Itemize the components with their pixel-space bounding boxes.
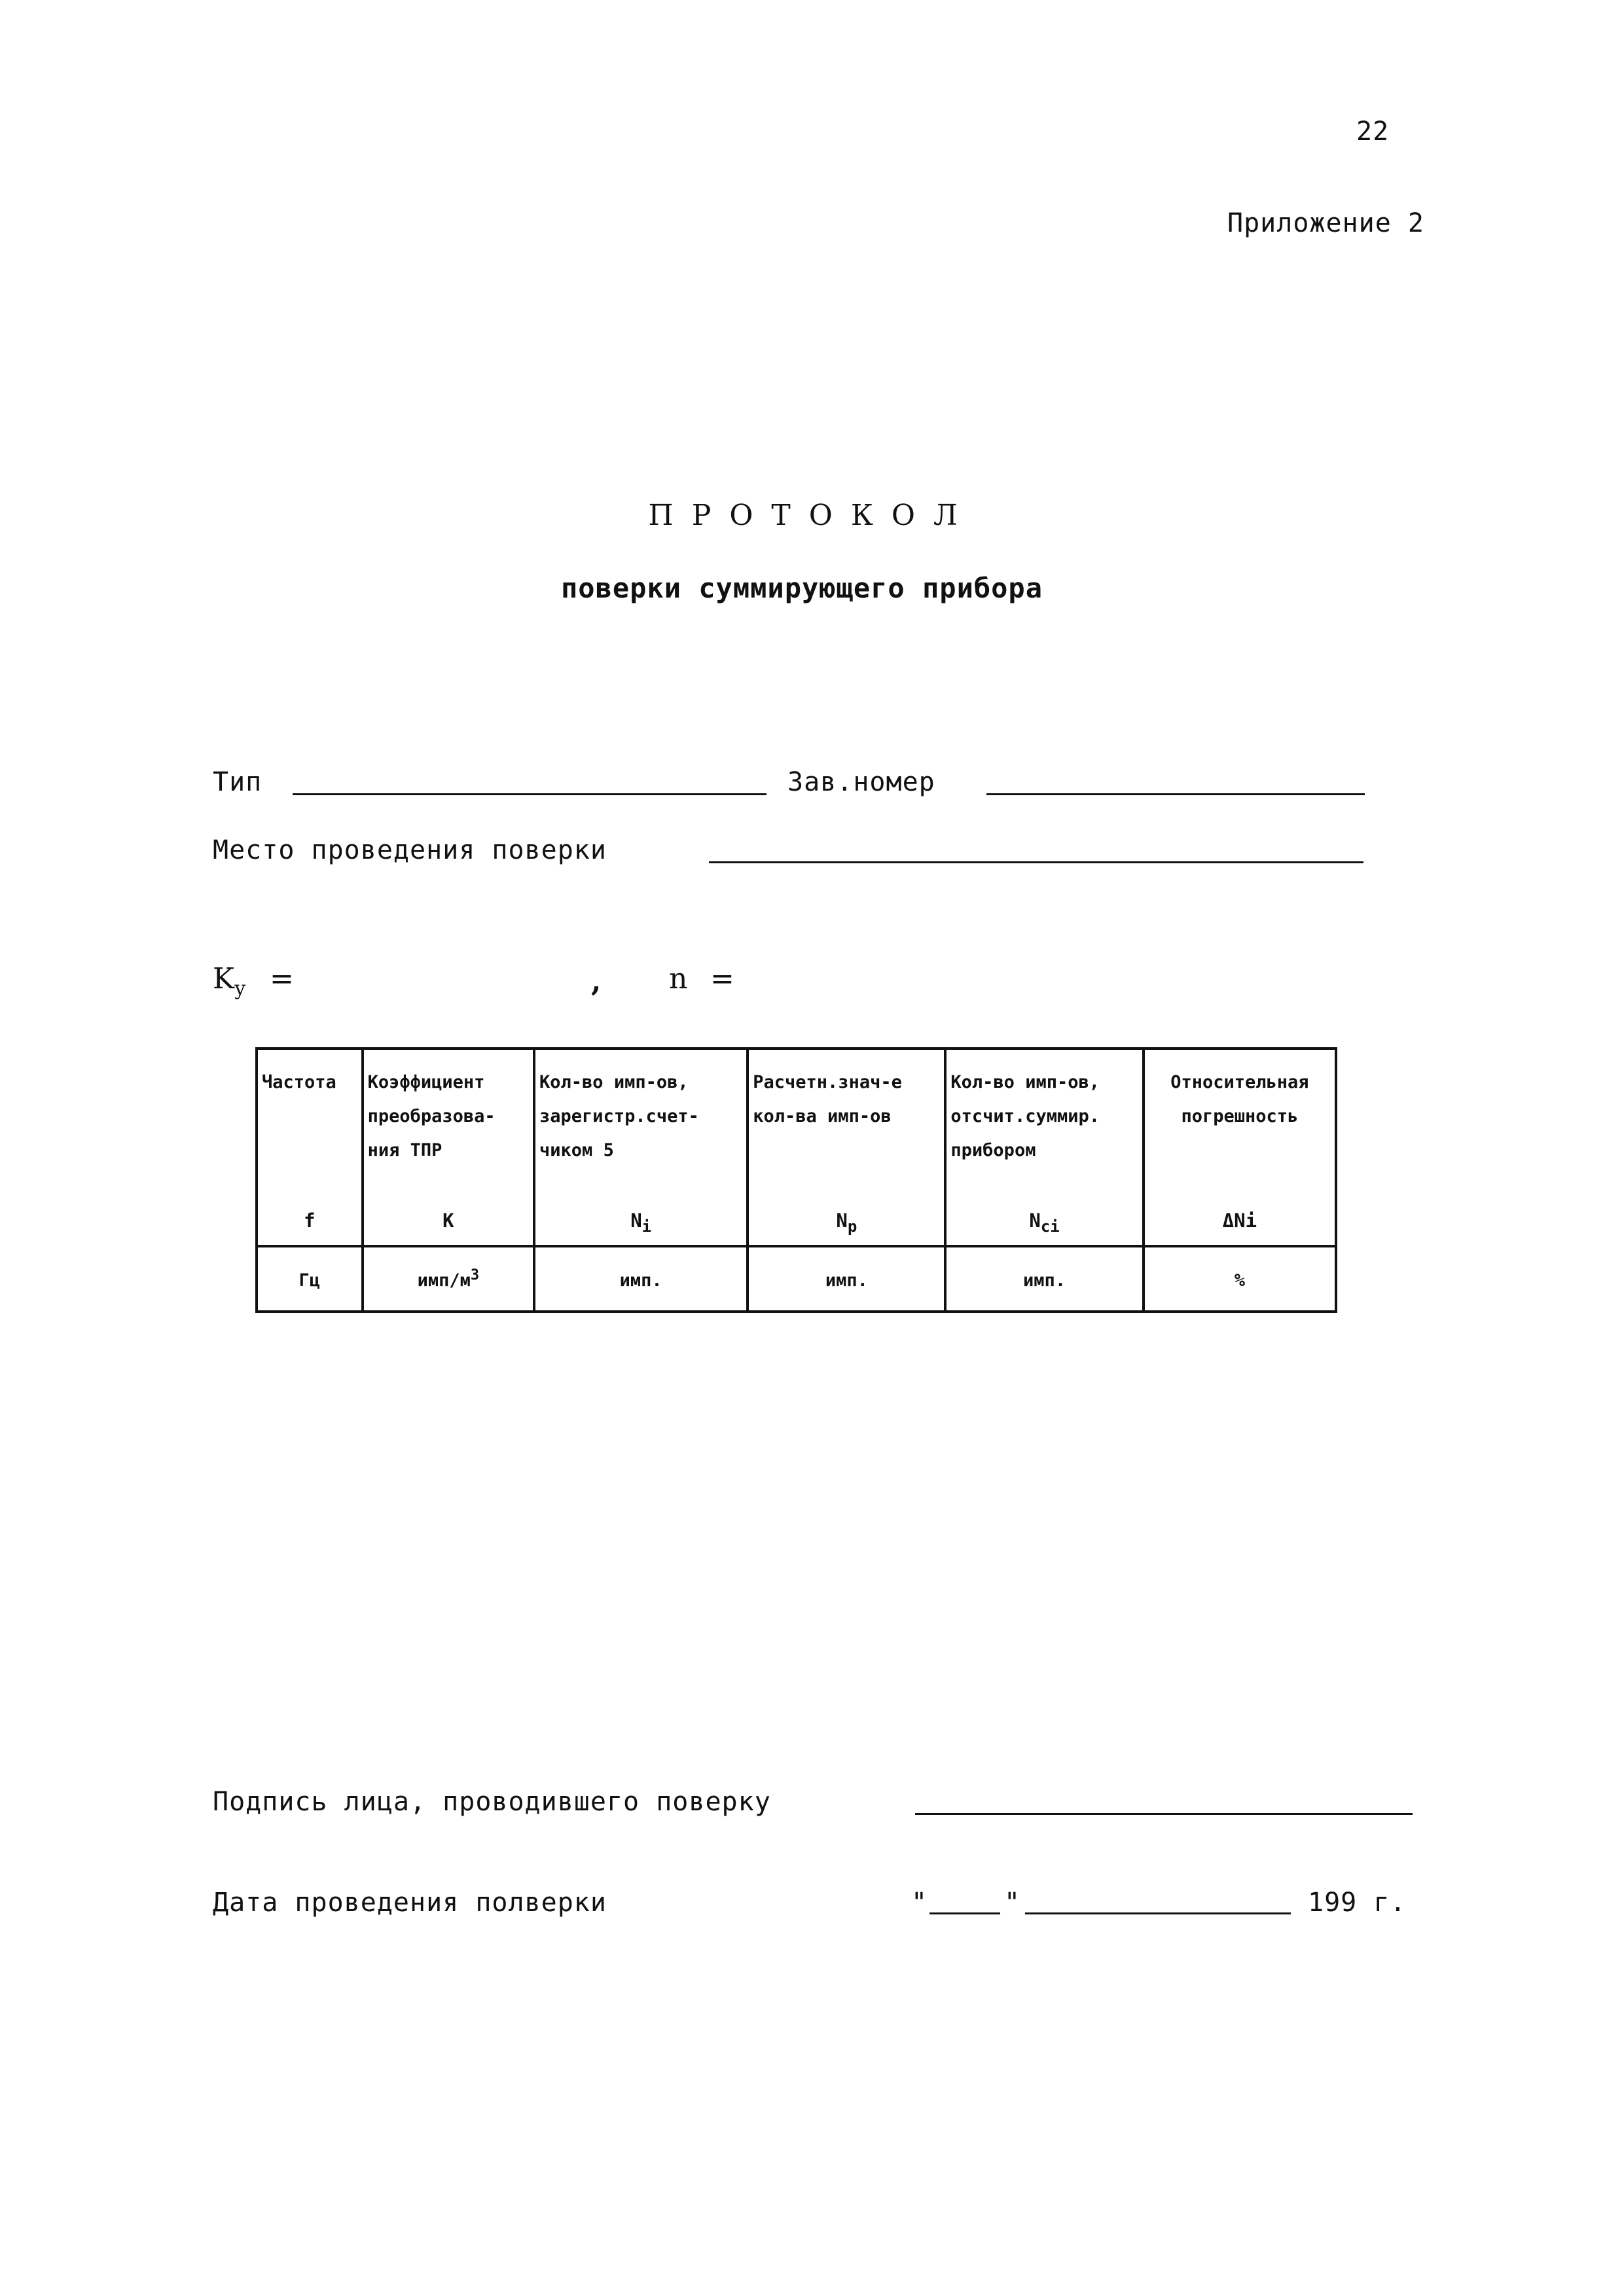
verification-place-label: Место проведения поверки bbox=[213, 835, 607, 865]
formula-comma: , bbox=[591, 965, 602, 998]
column-header: Коэффициент преобразова- ния ТПР K bbox=[363, 1049, 534, 1246]
unit-cell: имп. bbox=[945, 1246, 1143, 1312]
table-header-row bbox=[257, 1049, 1336, 1246]
column-header: Кол-во имп-ов, зарегистр.счет- чиком 5 $N_i$ bbox=[534, 1049, 748, 1246]
k-coefficient-symbol: $K_у$ bbox=[213, 962, 246, 1000]
column-header: Кол-во имп-ов, отсчит.суммир. прибором $N_{ci}$ bbox=[945, 1049, 1143, 1246]
type-input-line[interactable] bbox=[293, 793, 767, 795]
unit-cell: % bbox=[1144, 1246, 1336, 1312]
unit-cell: имп/$м^3$ bbox=[363, 1246, 534, 1312]
serial-number-input-line[interactable] bbox=[986, 793, 1365, 795]
unit-cell: имп. bbox=[534, 1246, 748, 1312]
unit-cell: Гц bbox=[257, 1246, 363, 1312]
column-symbol: ΔNi bbox=[1222, 1210, 1257, 1232]
year-label: 199 г. bbox=[1308, 1888, 1407, 1918]
appendix-label: Приложение 2 bbox=[1227, 208, 1424, 238]
page-number: 22 bbox=[1356, 117, 1390, 147]
day-input-line[interactable] bbox=[929, 1912, 1000, 1914]
column-symbol: $N_i$ bbox=[630, 1210, 652, 1236]
column-header: Частота f bbox=[257, 1049, 363, 1246]
document-subtitle: поверки суммирующего прибора bbox=[560, 572, 1043, 604]
column-header: Расчетн.знач-е кол-ва имп-ов $N_p$ bbox=[748, 1049, 945, 1246]
n-equals-sign: = bbox=[710, 962, 734, 996]
verification-date-label: Дата проведения полверки bbox=[213, 1888, 607, 1918]
serial-number-label: Зав.номер bbox=[787, 767, 935, 797]
column-header: Относительная погрешность ΔNi bbox=[1144, 1049, 1336, 1246]
k-equals-sign: = bbox=[270, 962, 294, 996]
document-title: ПРОТОКОЛ bbox=[648, 499, 976, 532]
column-symbol: f bbox=[304, 1210, 316, 1232]
verification-table bbox=[255, 1047, 1337, 1313]
column-symbol: $N_{ci}$ bbox=[1029, 1210, 1060, 1236]
type-label: Тип bbox=[213, 767, 262, 797]
unit-cell: имп. bbox=[748, 1246, 945, 1312]
column-symbol: K bbox=[442, 1210, 454, 1232]
month-input-line[interactable] bbox=[1025, 1912, 1291, 1914]
signature-input-line[interactable] bbox=[915, 1813, 1413, 1815]
date-quote-close: " bbox=[1004, 1888, 1021, 1918]
n-symbol: n bbox=[669, 962, 688, 996]
column-symbol: $N_p$ bbox=[836, 1210, 857, 1236]
date-quote-open: " bbox=[911, 1888, 928, 1918]
signature-label: Подпись лица, проводившего поверку bbox=[213, 1787, 771, 1817]
verification-place-input-line[interactable] bbox=[709, 861, 1363, 863]
table-units-row bbox=[257, 1246, 1336, 1312]
